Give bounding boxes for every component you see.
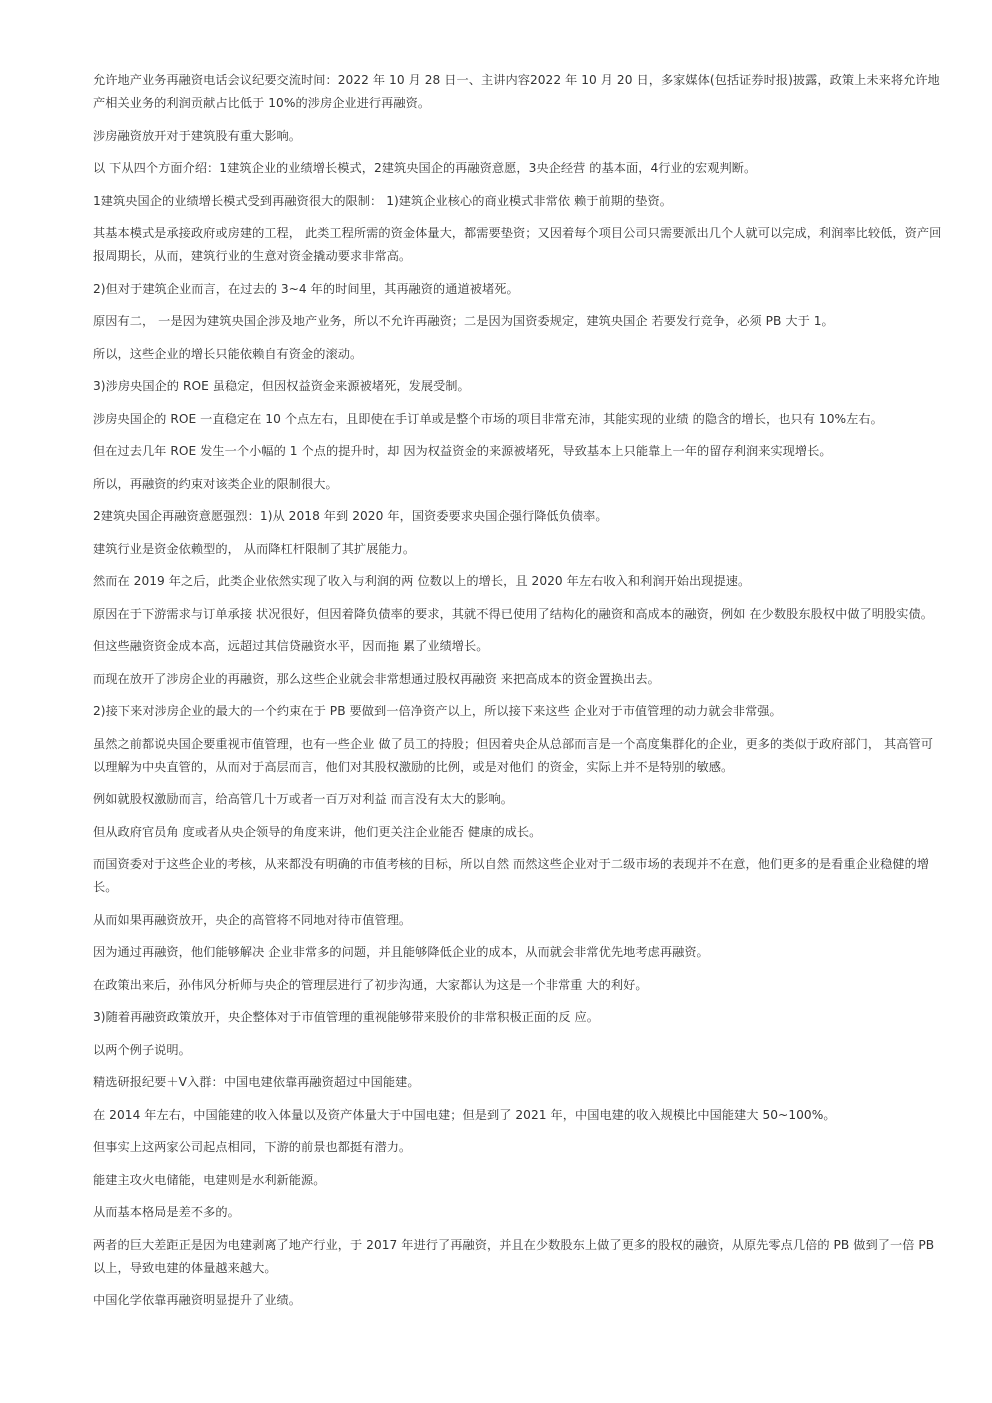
paragraph: 但从政府官员角 度或者从央企领导的角度来讲，他们更关注企业能否 健康的成长。: [93, 824, 542, 839]
paragraph: 原因在于下游需求与订单承接 状况很好，但因着降负债率的要求，其就不得已使用了结构化的融资和高成本的融资，例如 在少数股东股权中做了明股实债。: [93, 606, 933, 621]
paragraph: 而现在放开了涉房企业的再融资，那么这些企业就会非常想通过股权再融资 来把高成本的资金置换出去。: [93, 671, 660, 686]
paragraph: 但在过去几年 ROE 发生一个小幅的 1 个点的提升时，却 因为权益资金的来源被堵死，导致基本上只能靠上一年的留存利润来实现增长。: [93, 444, 832, 458]
paragraph: 涉房融资放开对于建筑股有重大影响。: [93, 128, 302, 143]
paragraph: 在 2014 年左右，中国能建的收入体量以及资产体量大于中国电建；但是到了 2021 年，中国电建的收入规模比中国能建大 50~100%。: [93, 1107, 836, 1122]
paragraph: 虽然之前都说央国企要重视市值管理，也有一些企业 做了员工的持股；但因着央企从总部而言是一个高度集群化的企业，更多的类似于政府部门， 其高管可以理解为中央直管的，从而对于高层而言，他们对其股权激励的比例，或是对他们 的资金，实际上并不是特别的敏感。: [93, 736, 933, 774]
paragraph: 1建筑央国企的业绩增长模式受到再融资很大的限制： 1)建筑企业核心的商业模式非常依 赖于前期的垫资。: [93, 193, 672, 208]
paragraph: 允许地产业务再融资电话会议纪要交流时间：2022 年 10 月 28 日一、主讲内容2022 年 10 月 20 日，多家媒体(包括证券时报)披露，政策上未来将允许地产相关业务的利润贡献占比低于 10%的涉房企业进行再融资。: [93, 73, 940, 110]
paragraph: 原因有二， 一是因为建筑央国企涉及地产业务，所以不允许再融资；二是因为国资委规定，建筑央国企 若要发行竞争，必须 PB 大于 1。: [93, 314, 834, 328]
paragraph: 涉房央国企的 ROE 一直稳定在 10 个点左右，且即使在手订单或是整个市场的项目非常充沛，其能实现的业绩 的隐含的增长，也只有 10%左右。: [93, 411, 883, 426]
paragraph: 精选研报纪要＋V入群：中国电建依靠再融资超过中国能建。: [93, 1075, 420, 1089]
paragraph: 2)但对于建筑企业而言，在过去的 3~4 年的时间里，其再融资的通道被堵死。: [93, 281, 519, 296]
paragraph: 例如就股权激励而言，给高管几十万或者一百万对利益 而言没有太大的影响。: [93, 792, 513, 806]
paragraph: 然而在 2019 年之后，此类企业依然实现了收入与利润的两 位数以上的增长，且 2020 年左右收入和利润开始出现提速。: [93, 574, 751, 588]
paragraph: 所以，这些企业的增长只能依赖自有资金的滚动。: [93, 346, 363, 361]
paragraph: 在政策出来后，孙伟风分析师与央企的管理层进行了初步沟通，大家都认为这是一个非常重 大的利好。: [93, 977, 648, 992]
paragraph: 从而如果再融资放开，央企的高管将不同地对待市值管理。: [93, 912, 412, 927]
paragraph: 2)接下来对涉房企业的最大的一个约束在于 PB 要做到一倍净资产以上，所以接下来这些 企业对于市值管理的动力就会非常强。: [93, 704, 782, 718]
paragraph: 中国化学依靠再融资明显提升了业绩。: [93, 1293, 302, 1307]
paragraph: 从而基本格局是差不多的。: [93, 1205, 240, 1219]
paragraph: 所以，再融资的约束对该类企业的限制很大。: [93, 476, 338, 491]
paragraph: 其基本模式是承接政府或房建的工程， 此类工程所需的资金体量大，都需要垫资；又因着每个项目公司只需要派出几个人就可以完成，利润率比较低，资产回报周期长，从而，建筑行业的生意对资金撬动要求非常高。: [93, 226, 942, 263]
paragraph: 但这些融资资金成本高，远超过其信贷融资水平，因而拖 累了业绩增长。: [93, 639, 489, 653]
paragraph: 以两个例子说明。: [93, 1042, 191, 1057]
paragraph: 两者的巨大差距正是因为电建剥离了地产行业，于 2017 年进行了再融资，并且在少数股东上做了更多的股权的融资，从原先零点几倍的 PB 做到了一倍 PB以上，导致电建的体量越来越大。: [93, 1237, 935, 1275]
paragraph: 而国资委对于这些企业的考核，从来都没有明确的市值考核的目标，所以自然 而然这些企业对于二级市场的表现并不在意，他们更多的是看重企业稳健的增长。: [93, 857, 930, 894]
paragraph: 建筑行业是资金依赖型的， 从而降杠杆限制了其扩展能力。: [93, 541, 416, 556]
paragraph: 能建主攻火电储能，电建则是水利新能源。: [93, 1172, 326, 1187]
paragraph: 以 下从四个方面介绍：1建筑企业的业绩增长模式，2建筑央国企的再融资意愿，3央企经营 的基本面，4行业的宏观判断。: [93, 161, 757, 175]
paragraph: 因为通过再融资，他们能够解决 企业非常多的问题，并且能够降低企业的成本，从而就会非常优先地考虑再融资。: [93, 945, 709, 959]
paragraph: 但事实上这两家公司起点相同，下游的前景也都挺有潜力。: [93, 1140, 412, 1154]
paragraph: 2建筑央国企再融资意愿强烈：1)从 2018 年到 2020 年，国资委要求央国企强行降低负债率。: [93, 509, 608, 523]
paragraph: 3)涉房央国企的 ROE 虽稳定，但因权益资金来源被堵死，发展受制。: [93, 379, 470, 393]
paragraph: 3)随着再融资政策放开，央企整体对于市值管理的重视能够带来股价的非常积极正面的反 应。: [93, 1010, 600, 1024]
